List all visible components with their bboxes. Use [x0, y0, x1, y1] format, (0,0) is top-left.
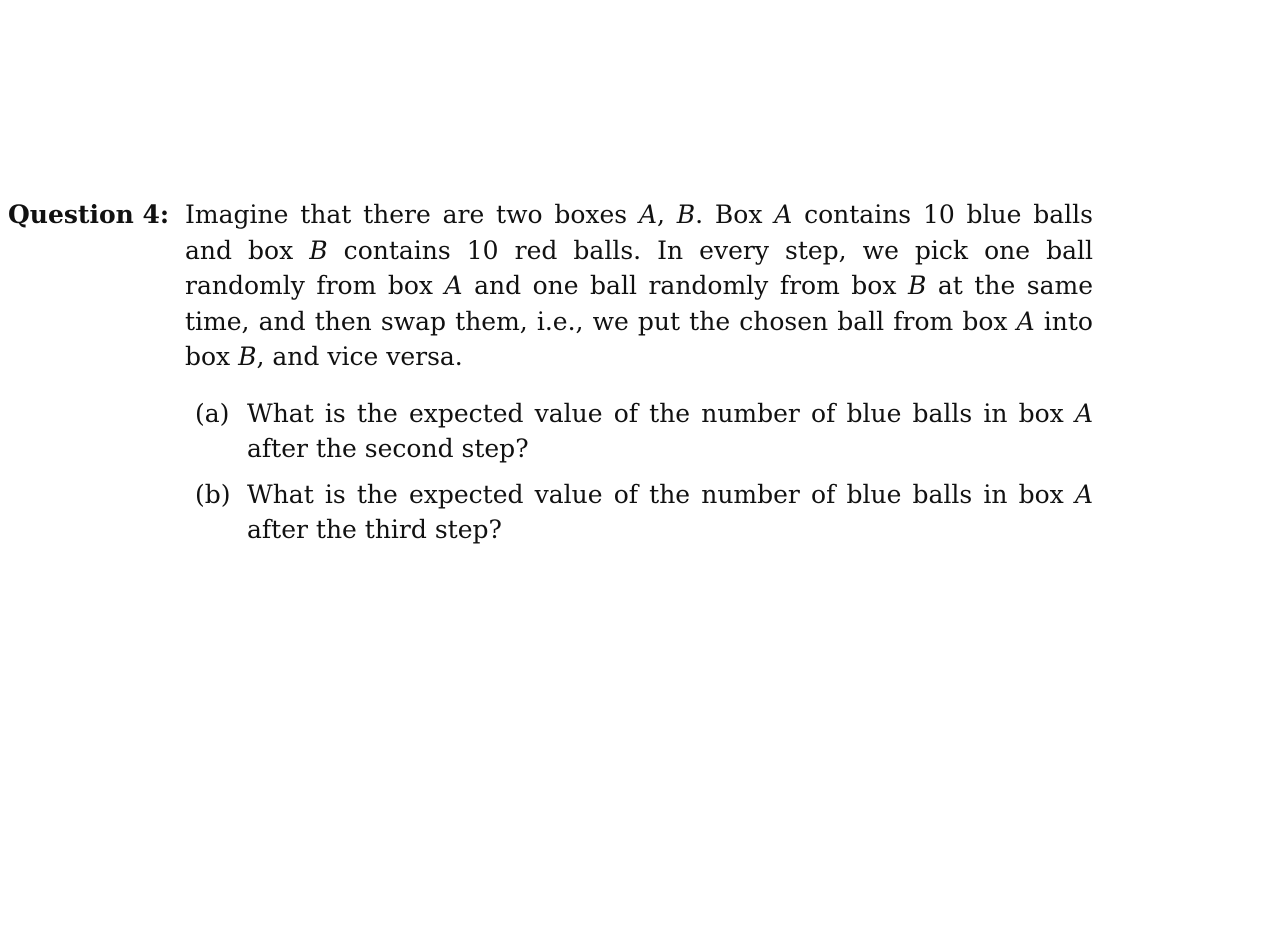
stem-text: Imagine that there are two boxes: [185, 200, 639, 229]
math-var: A: [774, 200, 793, 229]
math-var: B: [309, 235, 328, 265]
stem-text: into box: [185, 306, 1093, 371]
sub-question-text: after the second step?: [247, 434, 529, 463]
sub-question-label: (b): [195, 479, 231, 509]
math-var: B: [676, 200, 696, 229]
math-var: A: [1074, 479, 1093, 509]
stem-text: ,: [657, 200, 677, 229]
math-var: B: [907, 271, 927, 300]
stem-text: and one ball randomly from box: [462, 271, 908, 300]
sub-question-text: What is the expected value of the number of blue balls in box: [247, 398, 1075, 428]
sub-question-a: [185, 396, 1093, 467]
stem-text: contains 10 blue balls and box: [185, 200, 1093, 265]
stem-text: at the same time, and then swap them, i.e., we put the chosen ball from box: [185, 271, 1093, 336]
sub-question-b: [185, 477, 1093, 548]
sub-question-text: after the third step?: [247, 515, 502, 544]
sub-question-list: [185, 396, 1093, 548]
stem-text: , and vice versa.: [256, 342, 463, 371]
sub-question-text: What is the expected value of the number of blue balls in box: [247, 479, 1075, 509]
question-block: [8, 197, 1093, 558]
math-var: A: [1074, 398, 1093, 428]
stem-text: contains 10 red balls. In every step, we pick one ball randomly from box: [185, 235, 1093, 300]
math-var: B: [238, 342, 257, 371]
sub-question-label: (a): [195, 398, 230, 428]
math-var: A: [638, 200, 657, 229]
math-var: A: [444, 271, 463, 300]
question-label: Question 4:: [8, 200, 170, 229]
question-stem: [185, 197, 1093, 375]
math-var: A: [1016, 306, 1035, 336]
stem-text: . Box: [695, 200, 775, 229]
question-body: [185, 197, 1093, 548]
